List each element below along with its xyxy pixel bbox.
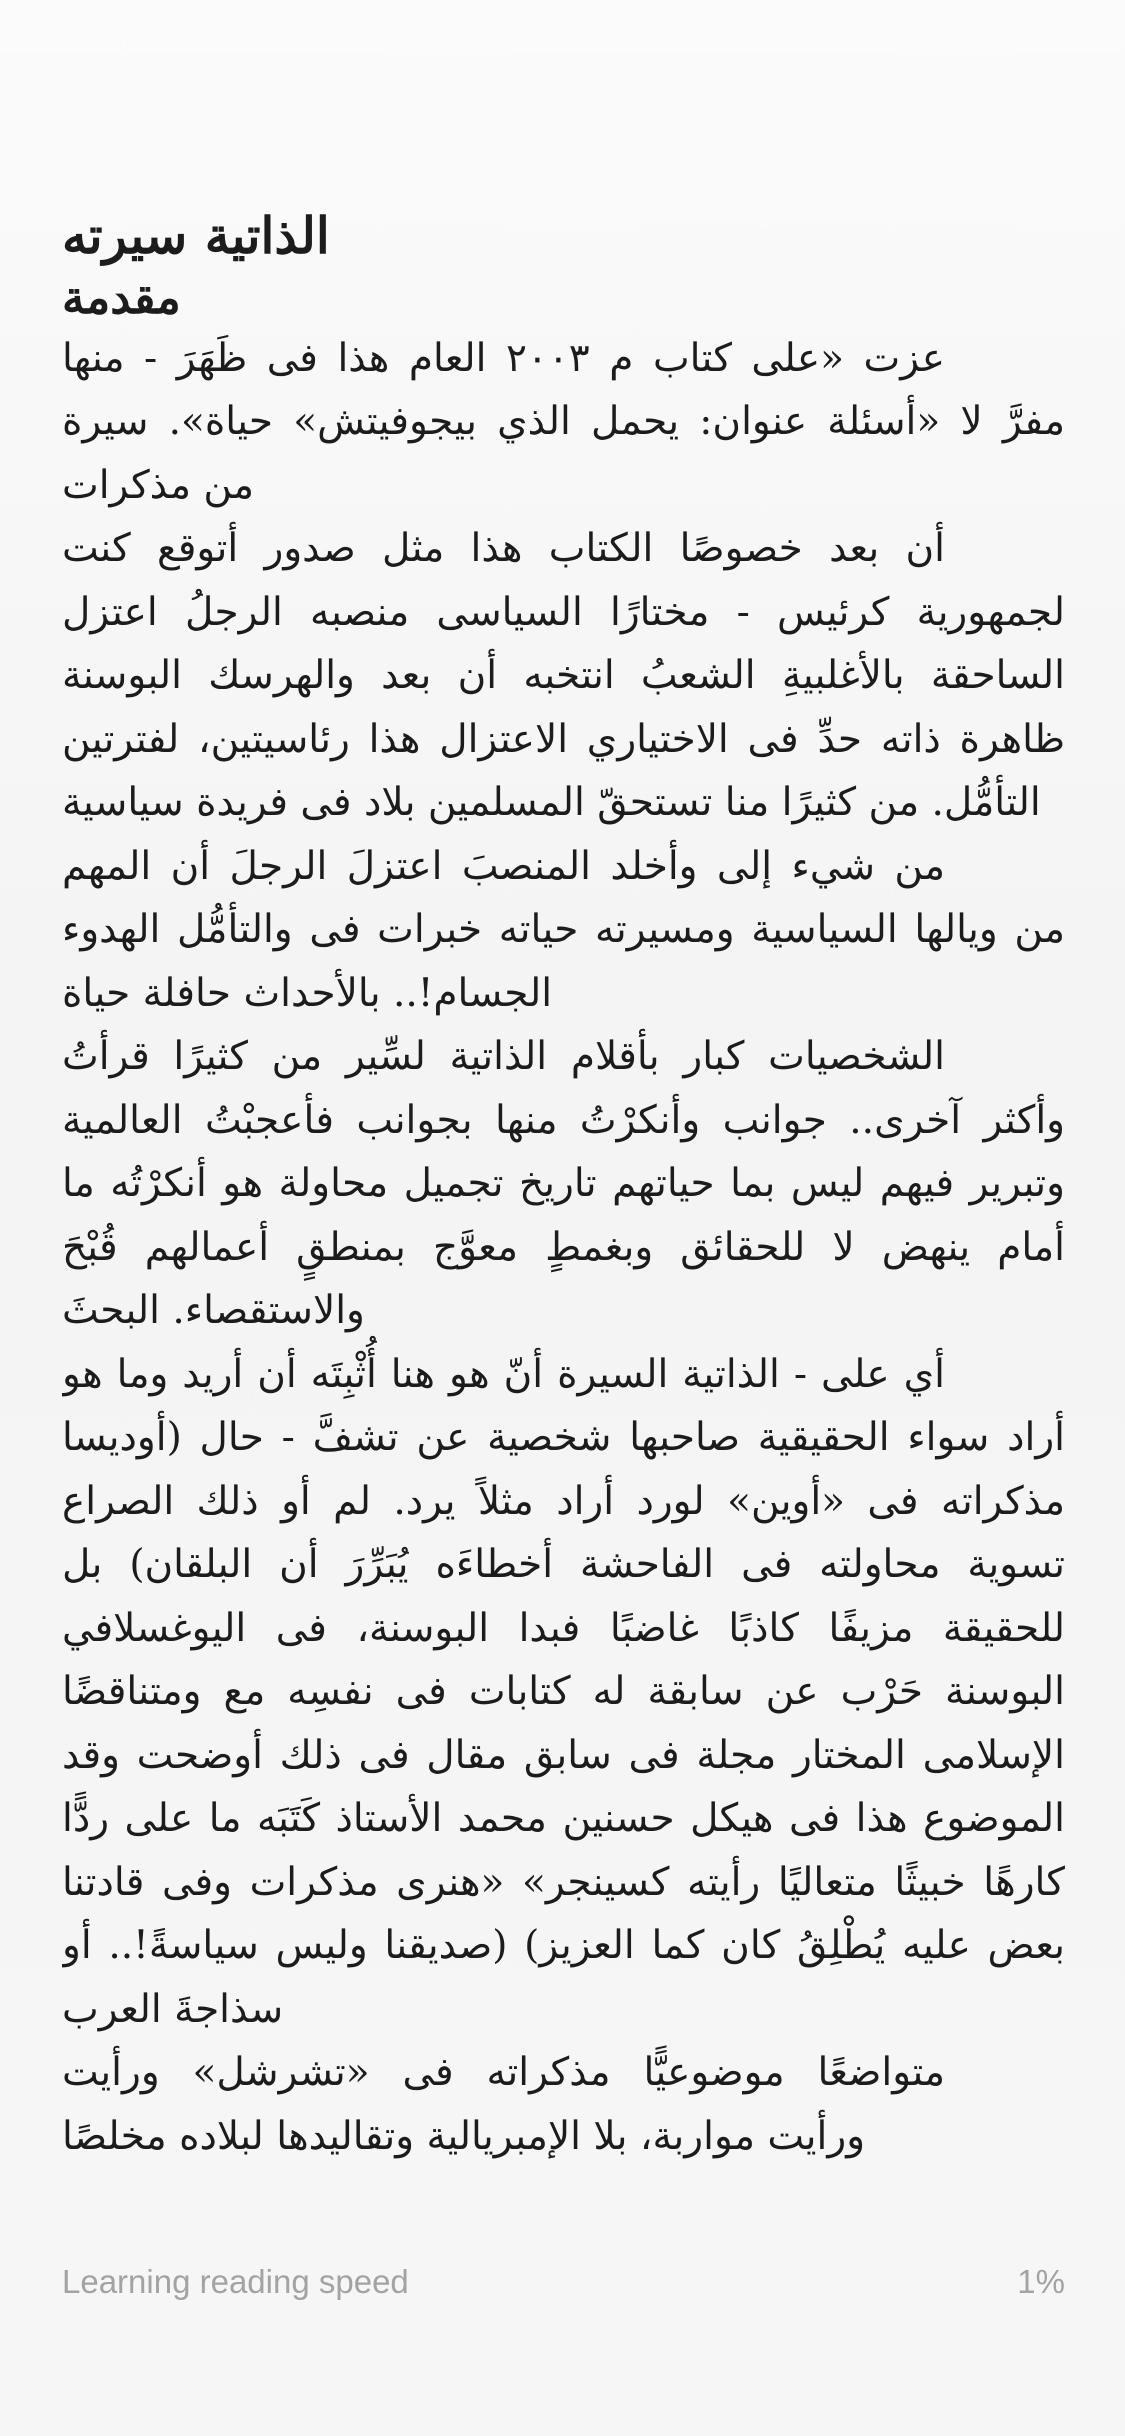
chapter-body xyxy=(62,327,1065,2169)
paragraph: عزت «على كتاب م ٢٠٠٣ العام هذا فى ظَهَرَ - منها مفرَّ لا «أسئلة عنوان: يحمل الذي بيجوفيتش» حياة». سيرة من مذكرات xyxy=(62,335,1065,508)
paragraph: متواضعًا موضوعيًّا مذكراته فى «تشرشل» ورأيت ورأيت مواربة، بلا الإمبريالية وتقاليدها لبلاده مخلصًا xyxy=(62,2050,945,2159)
progress-percent: 1% xyxy=(1017,2263,1065,2300)
reader-footer xyxy=(62,2262,1065,2302)
paragraph: من شيء إلى وأخلد المنصبَ اعتزلَ الرجلَ أن المهم من ويالها السياسية ومسيرته حياته خبرات فى والتأمُّل الهدوء الجسام!.. بالأحداث حافلة حياة xyxy=(62,843,1065,1016)
book-title: الذاتية سيرته xyxy=(62,206,330,265)
reading-speed-status: Learning reading speed xyxy=(62,2263,409,2300)
reading-page[interactable] xyxy=(62,200,1065,2230)
paragraph: الشخصيات كبار بأقلام الذاتية لسِّير من كثيرًا قرأتُ وأكثر آخرى.. جوانب وأنكرْتُ منها بجوانب فأعجبْتُ العالمية وتبرير فيهم ليس بما حياتهم تاريخ تجميل محاولة هو أنكرْتُه ما أمام ينهض لا للحقائق وبغمطٍ معوَّج بمنطقٍ أعمالهم قُبْحَ والاستقصاء. البحثَ xyxy=(62,1034,1065,1333)
chapter-title: مقدمة xyxy=(62,271,181,324)
paragraph: أي على - الذاتية السيرة أنّ هو هنا أُثْبِتَه أن أريد وما هو أراد سواء الحقيقية صاحبها شخصية عن تشفَّ - حال (أوديسا مذكراته فى «أوين» لورد أراد مثلاً يرد. لم أو ذلك الصراع تسوية محاولته فى الفاحشة أخطاءَه يُبَرِّرَ أن البلقان) بل للحقيقة مزيفًا كاذبًا غاضبًا فبدا البوسنة، فى اليوغسلافي البوسنة حَرْب عن سابقة له كتابات فى نفسِه مع ومتناقضًا الإسلامى المختار مجلة فى سابق مقال فى ذلك أوضحت وقد الموضوع هذا فى هيكل حسنين محمد الأستاذ كَتَبَه ما على ردًّا كارهًا خبيثًا متعاليًا رأيته كسينجر» «هنرى مذكرات وفى قادتنا بعض عليه يُطْلِقُ كان كما العزيز) (صديقنا وليس سياسةً!.. أو سذاجةَ العرب xyxy=(62,1351,1065,2032)
paragraph: أن بعد خصوصًا الكتاب هذا مثل صدور أتوقع كنت لجمهورية كرئيس - مختارًا السياسى منصبه الرجلُ اعتزل الساحقة بالأغلبيةِ الشعبُ انتخبه أن بعد والهرسك البوسنة ظاهرة ذاته حدِّ فى الاختياري الاعتزال هذا رئاسيتين، لفترتين التأمُّل. من كثيرًا منا تستحقّ المسلمين بلاد فى فريدة سياسية xyxy=(62,526,1065,825)
